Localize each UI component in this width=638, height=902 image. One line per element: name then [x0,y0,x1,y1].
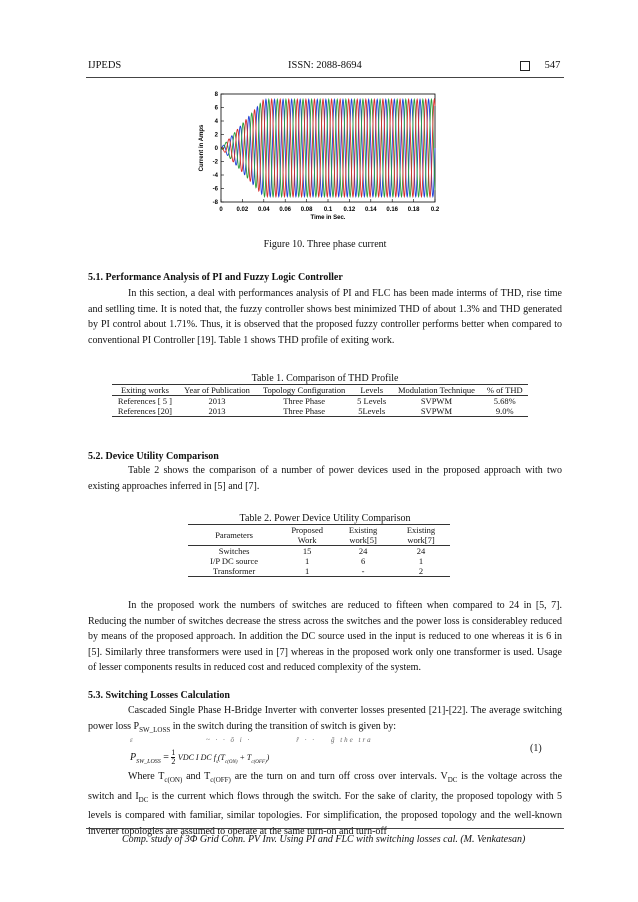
x-tick-label: 0.1 [323,207,333,213]
table-cell: Three Phase [256,406,352,417]
table2-caption: Table 2. Power Device Utility Comparison [239,513,411,524]
table-cell: 24 [358,546,368,556]
table1-header-cell: Exiting works [112,385,178,396]
table-cell: 9.0% [482,406,528,417]
x-tick-label: 0.08 [300,207,313,213]
section-5-2-body [88,463,562,494]
y-tick-label: 2 [214,132,218,139]
x-axis-label: Time in Sec. [310,215,346,221]
table1-header-cell: Year of Publication [178,385,256,396]
table-row [188,546,450,557]
footer-text: Comp. study of 3Φ Grid Conn. PV Inv. Using PI and FLC with switching losses cal. (M. Venkatesan) [122,834,526,845]
table1-header-cell: Modulation Technique [391,385,481,396]
table-cell: References [ 5 ] [117,396,172,406]
where-t3-sub: DC [447,776,458,784]
table-cell: SVPWM [420,396,453,406]
page-number: 547 [544,60,561,71]
issn: ISSN: 2088-8694 [288,60,362,71]
header-rule [86,77,564,78]
table-row [112,396,528,407]
eq-rhs: V [177,752,183,762]
x-tick-label: 0.18 [407,207,420,213]
x-tick-label: 0 [219,207,223,213]
footer-rule [86,828,564,829]
table-cell: I/P DC source [210,556,259,566]
section-5-1-heading: 5.1. Performance Analysis of PI and Fuzzy Logic Controller [88,272,343,283]
paragraph-component-reduction [88,598,562,676]
x-tick-label: 0.2 [430,207,440,213]
y-tick-label: 8 [214,92,218,98]
where-t2-sub: c(OFF) [210,776,231,784]
equation-1 [130,738,420,768]
table2-header-cell: Existing work[7] [392,525,450,546]
where-t5: is the current which flows through the switch. For the sake of clarity, the proposed topology with 5 levels is compared with familiar, similar topologies. For simplification, the proposed topology and the well-known inverter topologies are assumed to operate at the same turn-on and turn-off [88,790,562,837]
three-phase-current-chart [195,88,445,230]
table-cell: 15 [302,546,312,556]
table1-header-row [112,385,528,396]
section-5-2-heading: 5.2. Device Utility Comparison [88,451,219,462]
eq-lhs: P [130,751,137,763]
y-tick-label: -4 [212,173,218,179]
table-cell: - [334,566,392,577]
table-cell: 5.68% [493,396,516,406]
table-cell: 5Levels [352,406,391,417]
where-t4: is the voltage across the switch and I [88,771,563,802]
where-t2: and T [182,771,211,782]
y-tick-label: -8 [212,200,218,206]
table-cell: SVPWM [391,406,481,417]
section-5-2-text: Table 2 shows the comparison of a number of power devices used in the proposed approach with two existing approaches inferred in [5] and [7]. [88,465,562,492]
table-cell: Switches [218,546,250,556]
table1-caption: Table 1. Comparison of THD Profile [251,373,399,384]
table-cell: 24 [416,546,426,556]
x-tick-label: 0.12 [343,207,356,213]
figure-caption: Figure 10. Three phase current [263,239,387,250]
table1-header-cell: Levels [352,385,391,396]
garbled-equation-line: ε ~ · · ō i · ř · · ğ the tra [130,736,373,744]
section-5-3-body [88,703,562,738]
table-cell: 5 Levels [357,396,387,406]
paragraph-component-reduction-text: In the proposed work the numbers of switches are reduced to fifteen when compared to 24 in [5, 7]. Reducing the number of switches decrease the stress across the switches and the power loss is considerabley reduced by means of the proposed approach. In addition the DC source used in the input is reduced to one whereas it is 6 in [5]. Similarly three transformers were used in [7] whereas in the proposed work only one transformer is used. Usage of lesser components results in reduced cost and reduced complexity of the system. [88,600,562,673]
section-5-3-text-a: Cascaded Single Phase H-Bridge Inverter with converter losses presented [21]-[22]. The average switching power loss P [88,705,562,732]
table2 [188,524,450,577]
section-5-1-text: In this section, a deal with performances analysis of PI and FLC has been made interms of THD, rise time and setlling time. It is noted that, the fuzzy controller shows best minimized THD of about 1.3% and THD generated by PI control about 1.71%. Thus, it is observed that the proposed fuzzy controller performs better when compared to conventional PI Controller [19]. Table 1 shows THD profile of exiting work. [88,288,562,346]
table-cell: References [20] [112,406,178,417]
table-cell: 1 [305,556,310,566]
table-cell: 2013 [178,406,256,417]
equation-number: (1) [530,743,542,754]
table-cell: Three Phase [283,396,325,406]
y-tick-label: 0 [214,146,218,152]
y-axis-label: Current in Amps [199,124,205,172]
table1-header-cell: Topology Configuration [256,385,352,396]
table1-header-cell: % of THD [482,385,528,396]
y-tick-label: 4 [214,119,218,125]
x-tick-label: 0.14 [364,207,377,213]
table-row [188,566,450,577]
table2-header-cell: Parameters [188,525,280,546]
table2-header-cell: Proposed Work [280,525,334,546]
x-tick-label: 0.02 [236,207,249,213]
checkbox-icon [520,61,530,71]
where-t4-sub: DC [138,795,149,804]
x-tick-label: 0.06 [279,207,292,213]
where-t3: are the turn on and turn off cross over intervals. V [230,771,448,782]
table2-header-cell: Existing work[5] [334,525,392,546]
journal-name: IJPEDS [88,60,122,71]
equation-body: $P_{SW\_LOSS}$ = $\frac{1}{2}$ VDC I DC $f_s(T_{c(ON)} + T_{c(OFF)})$ [130,748,270,766]
where-t1: Where T [128,771,165,782]
section-5-3-heading: 5.3. Switching Losses Calculation [88,690,230,701]
section-5-3-sub: SW_LOSS [139,725,171,734]
table1 [112,384,528,417]
y-tick-label: -2 [212,159,218,166]
table2-header-row [188,525,450,546]
section-5-1-body [88,286,562,348]
table-cell: 1 [280,566,334,577]
table-cell: 6 [360,556,366,566]
where-t1-sub: c(ON) [164,776,183,784]
table-cell: 2013 [208,396,226,406]
table-cell: 1 [418,556,424,566]
table-cell: Transformer [188,566,280,577]
y-tick-label: -6 [212,186,218,193]
table-cell: 2 [392,566,450,577]
y-tick-label: 6 [214,105,218,112]
x-tick-label: 0.04 [257,207,270,213]
page-number-area [520,60,560,71]
table-row [112,406,528,417]
section-5-3-text-b: in the switch during the transition of switch is given by: [170,720,397,732]
x-tick-label: 0.16 [386,207,399,213]
table-row [188,556,450,566]
eq-lhs-sub: SW_LOSS [136,758,161,765]
